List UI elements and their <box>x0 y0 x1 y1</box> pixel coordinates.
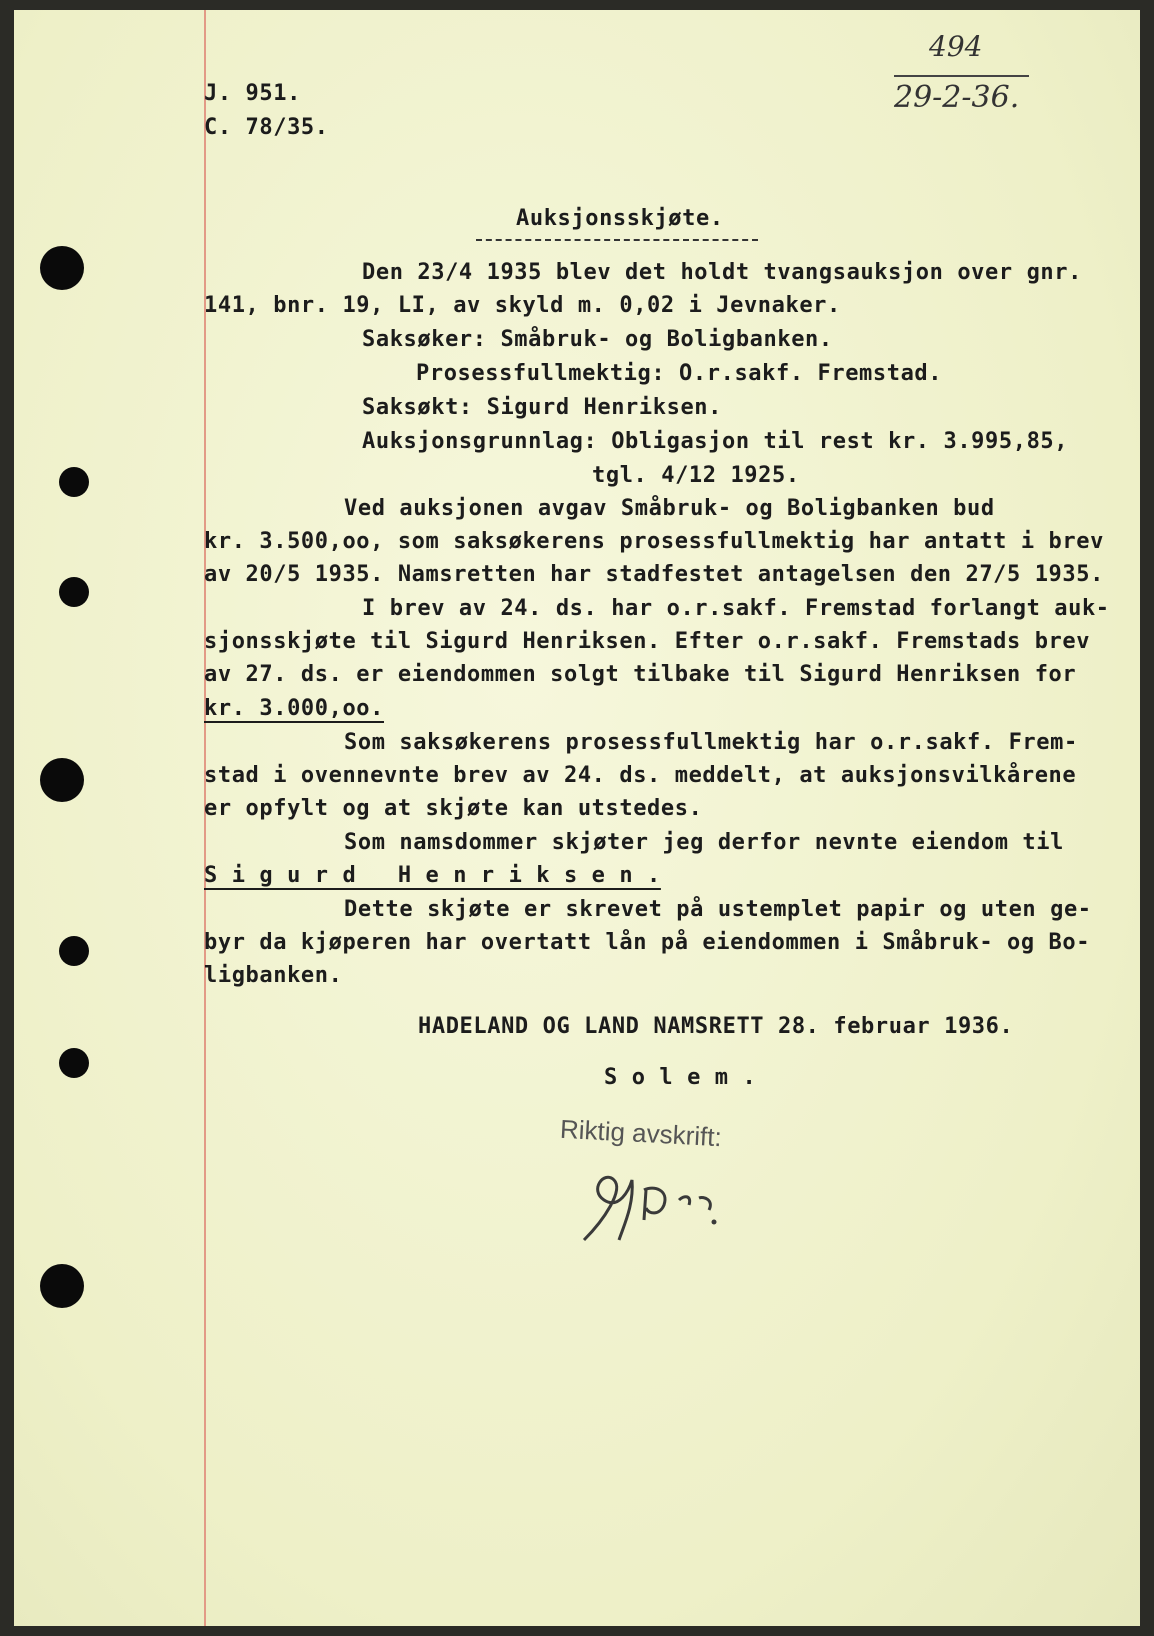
punch-hole <box>59 577 89 607</box>
body-line: Dette skjøte er skrevet på ustemplet papir og uten ge- <box>344 897 1092 922</box>
punch-hole <box>59 467 89 497</box>
signer-name: S o l e m . <box>604 1065 757 1090</box>
body-line: 141, bnr. 19, LI, av skyld m. 0,02 i Jevnaker. <box>204 293 841 318</box>
certification-stamp: Riktig avskrift: <box>559 1113 723 1153</box>
body-line: sjonsskjøte til Sigurd Henriksen. Efter o.r.sakf. Fremstads brev <box>204 629 1091 654</box>
signature <box>574 1160 754 1250</box>
date-rule <box>894 75 1029 77</box>
body-line: av 20/5 1935. Namsretten har stadfestet antagelsen den 27/5 1935. <box>204 562 1104 587</box>
body-line: stad i ovennevnte brev av 24. ds. meddelt, at auksjonsvilkårene <box>204 763 1077 788</box>
handwritten-date: 29-2-36. <box>894 80 1020 115</box>
journal-number: J. 951. <box>204 81 301 106</box>
body-line: Som namsdommer skjøter jeg derfor nevnte eiendom til <box>344 830 1064 855</box>
punch-hole <box>40 1264 84 1308</box>
body-line: av 27. ds. er eiendommen solgt tilbake til Sigurd Henriksen for <box>204 662 1077 687</box>
body-line: er opfylt og at skjøte kan utstedes. <box>204 796 703 821</box>
page-number: 494 <box>929 30 983 63</box>
body-line: Auksjonsgrunnlag: Obligasjon til rest kr. 3.995,85, <box>362 429 1069 454</box>
buyer-name-spaced: S i g u r d H e n r i k s e n . <box>204 863 661 888</box>
body-line: Saksøker: Småbruk- og Boligbanken. <box>362 327 833 352</box>
document-page <box>14 10 1140 1626</box>
body-line: Den 23/4 1935 blev det holdt tvangsauksjon over gnr. <box>362 260 1082 285</box>
body-line: Ved auksjonen avgav Småbruk- og Boligbanken bud <box>344 496 995 521</box>
punch-hole <box>59 936 89 966</box>
body-line: byr da kjøperen har overtatt lån på eiendommen i Småbruk- og Bo- <box>204 930 1091 955</box>
punch-hole <box>59 1048 89 1078</box>
body-line: kr. 3.500,oo, som saksøkerens prosessfullmektig har antatt i brev <box>204 529 1104 554</box>
case-number: C. 78/35. <box>204 115 329 140</box>
punch-hole <box>40 246 84 290</box>
body-line: Prosessfullmektig: O.r.sakf. Fremstad. <box>416 361 943 386</box>
body-line: ligbanken. <box>204 963 343 988</box>
price-underlined: kr. 3.000,oo. <box>204 696 384 721</box>
body-line: I brev av 24. ds. har o.r.sakf. Fremstad forlangt auk- <box>362 596 1110 621</box>
body-line: Som saksøkerens prosessfullmektig har o.r.sakf. Frem- <box>344 730 1078 755</box>
document-title: Auksjonsskjøte. <box>516 206 724 231</box>
body-line: Saksøkt: Sigurd Henriksen. <box>362 395 722 420</box>
punch-hole <box>40 758 84 802</box>
court-line: HADELAND OG LAND NAMSRETT 28. februar 1936. <box>418 1014 1014 1039</box>
title-underline <box>476 239 758 241</box>
body-line: tgl. 4/12 1925. <box>592 463 800 488</box>
